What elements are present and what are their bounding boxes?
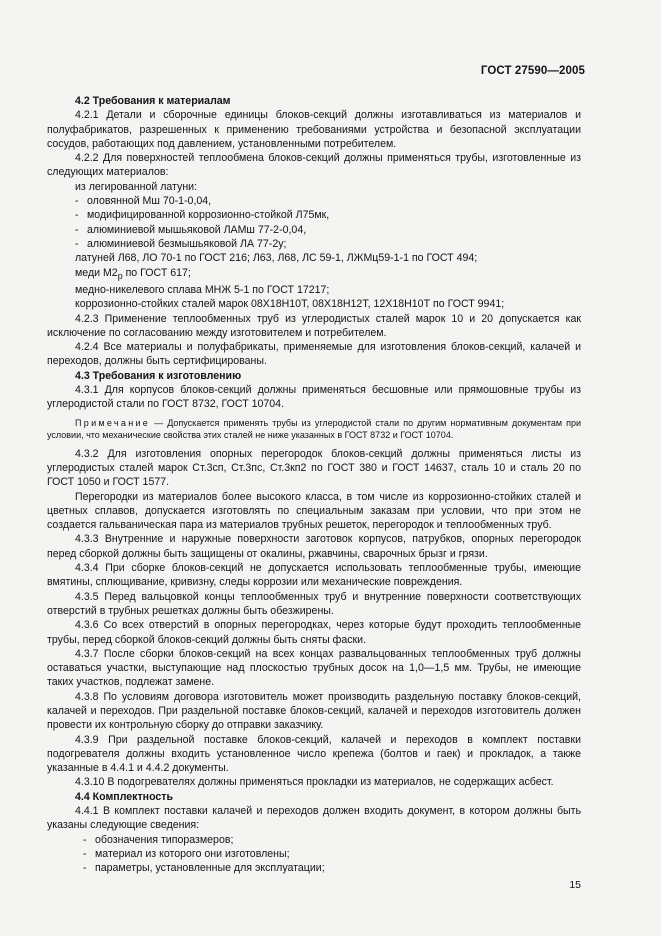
paragraph: Перегородки из материалов более высокого класса, в том числе из коррозионно-стойких сталей и цветных сплавов, допускается изготовлять по специальным заказам при условии, что при этом не создается гальваническая пара из материалов трубных решеток, перегородок и теплообменных труб. <box>47 490 581 532</box>
paragraph: 4.3.1 Для корпусов блоков-секций должны применяться бесшовные или прямошовные трубы из углеродистой стали по ГОСТ 8732, ГОСТ 10704. <box>47 384 581 411</box>
list-item-text: алюминиевой безмышьяковой ЛА 77-2у; <box>87 237 287 250</box>
list-item <box>47 861 581 875</box>
list-item-text: параметры, установленные для эксплуатации; <box>95 862 325 875</box>
list-dash: - <box>75 237 79 250</box>
list-item <box>47 208 581 222</box>
paragraph: из легированной латуни: <box>75 180 198 193</box>
paragraph: 4.2.1 Детали и сборочные единицы блоков-секций должны изготавливаться из материалов и полуфабрикатов, разрешенных к применению требованиями устройства и безопасной эксплуатации сосудов, работающих под давлением, установленными потребителем. <box>47 109 581 150</box>
paragraph: 4.3.3 Внутренние и наружные поверхности заготовок корпусов, патрубков, опорных перегородок перед сборкой должны быть защищены от окалины, ржавчины, сварочных брызг и грязи. <box>47 533 581 560</box>
paragraph: 4.3.2 Для изготовления опорных перегородок блоков-секций должны применяться листы из углеродистых сталей марок Ст.3сп, Ст.3пс, Ст.3кп2 по ГОСТ 380 и ГОСТ 14637, сталь 10 и сталь 20 по ГОСТ 1050 и ГОСТ 1577. <box>47 447 581 489</box>
list-item <box>47 194 581 208</box>
list-dash: - <box>83 847 87 860</box>
list-dash: - <box>83 862 87 875</box>
list-dash: - <box>83 833 87 846</box>
list-item-text: обозначения типоразмеров; <box>95 833 234 846</box>
list-item <box>47 833 581 847</box>
paragraph: 4.3.10 В подогревателях должны применяться прокладки из материалов, не содержащих асбест. <box>75 776 554 789</box>
paragraph: 4.3.5 Перед вальцовкой концы теплообменных труб и внутренние поверхности соответствующих отверстий в трубных решетках должны быть обезжирены. <box>47 590 581 617</box>
list-item-text: алюминиевой мышьяковой ЛАМш 77-2-0,04, <box>87 223 307 236</box>
paragraph: 4.3.7 После сборки блоков-секций на всех концах развальцованных теплообменных труб должны оставаться участки, выступающие над плоскостью трубных досок на 1,0—1,5 мм. Трубы, не имеющие таких участков, подлежат замене. <box>47 647 581 689</box>
paragraph: 4.3.4 При сборке блоков-секций не допускается использовать теплообменные трубы, имеющие вмятины, сплющивание, кривизну, следы коррозии или механические повреждения. <box>47 562 581 589</box>
list-item-text: модифицированной коррозионно-стойкой Л75мк, <box>87 209 330 222</box>
list-item <box>47 847 581 861</box>
list-dash: - <box>75 223 79 236</box>
note-label: Примечание <box>75 417 151 428</box>
paragraph: коррозионно-стойких сталей марок 08Х18Н10Т, 08Х18Н12Т, 12Х18Н10Т по ГОСТ 9941; <box>75 298 505 311</box>
list-item-text: оловянной Мш 70-1-0,04, <box>87 195 212 208</box>
paragraph: 4.2.3 Применение теплообменных труб из углеродистых сталей марок 10 и 20 допускается как исключение по согласованию между изготовителем и потребителем. <box>47 312 581 339</box>
paragraph: медно-никелевого сплава МНЖ 5-1 по ГОСТ 17217; <box>75 283 330 296</box>
paragraph: латуней Л68, ЛО 70-1 по ГОСТ 216; Л63, Л68, ЛС 59-1, ЛЖМц59-1-1 по ГОСТ 494; <box>75 252 478 265</box>
note-text: — Допускается применять трубы из углеродистой стали по другим нормативным документам при условии, что механические свойства этих сталей не ниже указанных в ГОСТ 8732 и ГОСТ 10704. <box>47 417 581 440</box>
page-number: 15 <box>569 879 581 891</box>
list-item <box>47 223 581 237</box>
section-heading: 4.3 Требования к изготовлению <box>75 369 242 382</box>
section-heading: 4.2 Требования к материалам <box>75 95 231 107</box>
paragraph: 4.3.8 По условиям договора изготовитель может производить раздельную поставку блоков-секций, калачей и переходов. При раздельной поставке блоков-секций, калачей и переходов изготовитель должен провести их контрольную сборку до отправки заказчику. <box>47 690 581 732</box>
document-body <box>47 94 581 876</box>
note-paragraph <box>47 417 581 441</box>
paragraph: 4.2.2 Для поверхностей теплообмена блоков-секций должны применяться трубы, изготовленные из следующих материалов: <box>47 152 581 179</box>
subscript: р <box>117 270 123 281</box>
paragraph: 4.3.9 При раздельной поставке блоков-секций, калачей и переходов в комплект поставки подогревателя должны входить установленное число крепежа (болтов и гаек) и прокладок, а также указанные в 4.4.1 и 4.4.2 документы. <box>47 733 581 775</box>
list-item <box>47 237 581 251</box>
paragraph: 4.2.4 Все материалы и полуфабрикаты, применяемые для изготовления блоков-секций, калачей и переходов, должны быть сертифицированы. <box>47 341 581 368</box>
list-item-text: материал из которого они изготовлены; <box>95 847 290 860</box>
section-heading: 4.4 Комплектность <box>75 790 173 803</box>
standard-designation: ГОСТ 27590—2005 <box>480 65 585 77</box>
list-dash: - <box>75 209 79 222</box>
list-dash: - <box>75 195 79 208</box>
paragraph: меди $М2_р$ по ГОСТ 617; <box>75 266 191 281</box>
paragraph: 4.4.1 В комплект поставки калачей и переходов должен входить документ, в котором должны быть указаны следующие сведения: <box>47 805 581 832</box>
paragraph: 4.3.6 Со всех отверстий в опорных перегородках, через которые будут проходить теплообменные трубы, перед сборкой блоков-секций должны быть сняты фаски. <box>47 619 581 646</box>
